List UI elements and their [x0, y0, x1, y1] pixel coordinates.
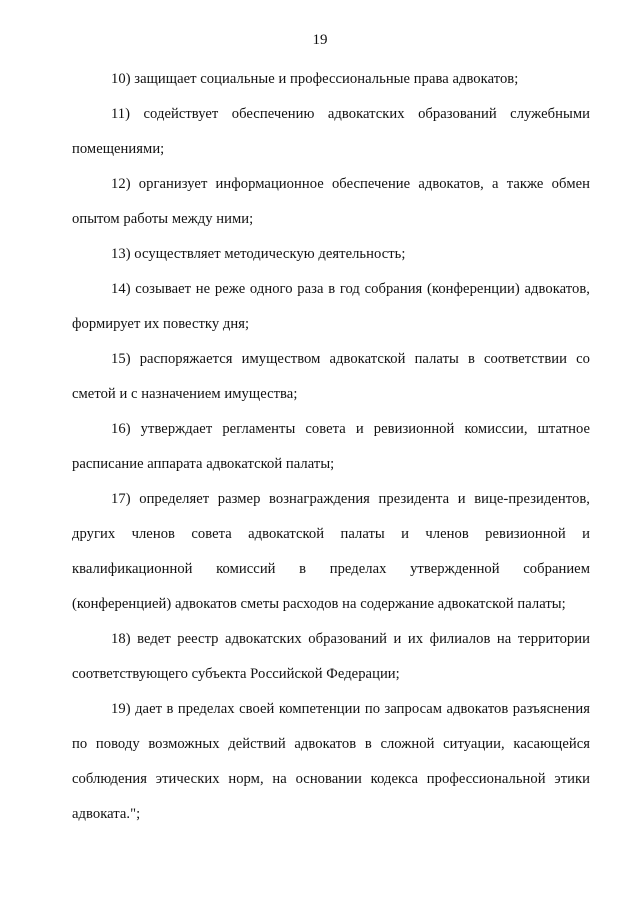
paragraph-item-15: 15) распоряжается имуществом адвокатской палаты в соответствии со сметой и с назначением имущества;: [72, 351, 590, 402]
paragraph-item-11: 11) содействует обеспечению адвокатских образований служебными помещениями;: [72, 106, 590, 157]
paragraph-item-19: 19) дает в пределах своей компетенции по запросам адвокатов разъяснения по поводу возможных действий адвокатов в сложной ситуации, касающейся соблюдения этических норм, на основании кодекса профессиональной этики адвоката.";: [72, 701, 590, 822]
paragraph-item-17: 17) определяет размер вознаграждения президента и вице-президентов, других членов совета адвокатской палаты и членов ревизионной и квалификационной комиссий в пределах утвержденной собранием (конференцией) адвокатов сметы расходов на содержание адвокатской палаты;: [72, 491, 590, 612]
paragraph-item-13: 13) осуществляет методическую деятельность;: [111, 246, 406, 262]
paragraph-item-10: 10) защищает социальные и профессиональные права адвокатов;: [111, 71, 519, 87]
paragraph-item-18: 18) ведет реестр адвокатских образований и их филиалов на территории соответствующего субъекта Российской Федерации;: [72, 631, 590, 682]
paragraph-item-14: 14) созывает не реже одного раза в год собрания (конференции) адвокатов, формирует их повестку дня;: [72, 281, 590, 332]
page-number: 19: [312, 32, 328, 48]
paragraph-item-12: 12) организует информационное обеспечение адвокатов, а также обмен опытом работы между ними;: [72, 176, 590, 227]
paragraph-item-16: 16) утверждает регламенты совета и ревизионной комиссии, штатное расписание аппарата адвокатской палаты;: [72, 421, 590, 472]
document-body: [72, 62, 590, 832]
